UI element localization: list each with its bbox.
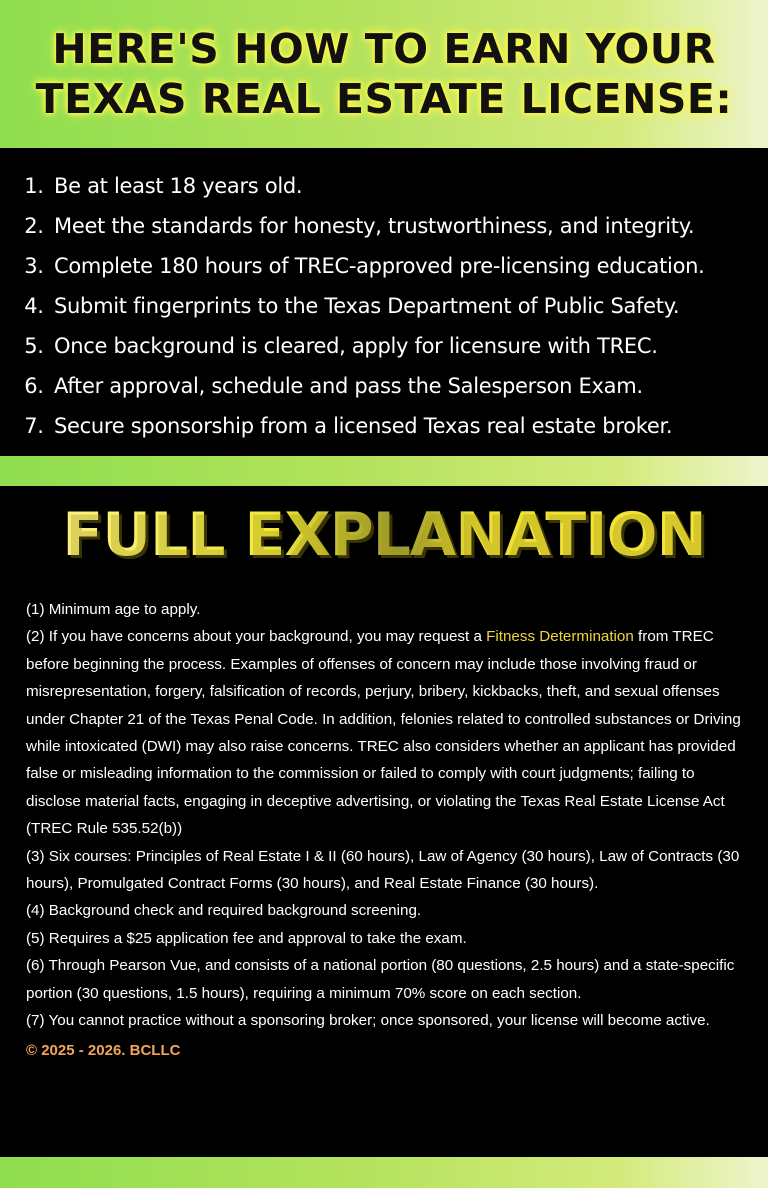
steps-list	[0, 148, 768, 446]
step-item: 5. Once background is cleared, apply for licensure with TREC.	[50, 326, 768, 366]
note-6: (6) Through Pearson Vue, and consists of a national portion (80 questions, 2.5 hours) and a state-specific portion (30 questions, 1.5 hours), requiring a minimum 70% score on each section.	[26, 957, 735, 1002]
title-line-1: HERE'S HOW TO EARN YOUR	[52, 25, 716, 73]
note-7: (7) You cannot practice without a sponsoring broker; once sponsored, your license will become active.	[26, 1012, 710, 1030]
note-2-text-start: (2) If you have concerns about your background, you may request a	[26, 628, 487, 646]
explanation-title: FULL EXPLANATION	[0, 500, 768, 570]
steps-panel	[0, 148, 768, 456]
step-item: 6. After approval, schedule and pass the Salesperson Exam.	[50, 366, 768, 406]
explanation-panel	[0, 486, 768, 1157]
note-2-text-end: from TREC before beginning the process. Examples of offenses of concern may include those involving fraud or misrepresentation, forgery, falsification of records, perjury, bribery, kickbacks, theft, and sexual offenses under Chapter 21 of the Texas Penal Code. In addition, felonies related to controlled substances or Driving while intoxicated (DWI) may also raise concerns. TREC also considers whether an applicant has provided false or misleading information to the commission or failed to comply with court judgments; failing to disclose material facts, engaging in deceptive advertising, or violating the Texas Real Estate License Act (TREC Rule 535.52(b))	[26, 628, 741, 838]
copyright-notice: © 2025 - 2026. BCLLC	[26, 1041, 181, 1059]
fitness-determination-link[interactable]: Fitness Determination	[486, 628, 634, 646]
note-4: (4) Background check and required background screening.	[26, 902, 422, 920]
note-2	[26, 623, 746, 842]
step-item: 2. Meet the standards for honesty, trustworthiness, and integrity.	[50, 206, 768, 246]
step-item: 4. Submit fingerprints to the Texas Department of Public Safety.	[50, 286, 768, 326]
note-1: (1) Minimum age to apply.	[26, 601, 201, 618]
page-title	[36, 24, 733, 124]
note-5: (5) Requires a $25 application fee and approval to take the exam.	[26, 929, 467, 947]
step-item: 1. Be at least 18 years old.	[50, 166, 768, 206]
title-line-2: TEXAS REAL ESTATE LICENSE:	[35, 75, 733, 123]
step-item: 3. Complete 180 hours of TREC-approved pre-licensing education.	[50, 246, 768, 286]
note-3: (3) Six courses: Principles of Real Estate I & II (60 hours), Law of Agency (30 hours), Law of Contracts (30 hours), Promulgated Contract Forms (30 hours), and Real Estate Finance (30 hours).	[26, 847, 740, 893]
step-item: 7. Secure sponsorship from a licensed Texas real estate broker.	[50, 406, 768, 446]
explanation-notes	[0, 570, 768, 1064]
header-banner	[0, 0, 768, 148]
